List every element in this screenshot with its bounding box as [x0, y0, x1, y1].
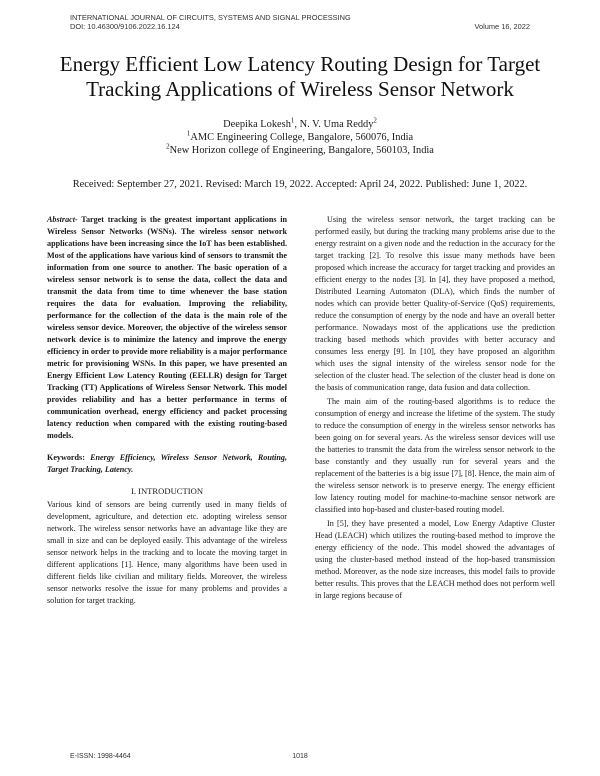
keywords-text: Energy Efficiency, Wireless Sensor Network, Routing, Target Tracking, Latency.: [47, 453, 287, 475]
author-2-mark: 2: [373, 116, 377, 125]
affiliation-2-text: New Horizon college of Engineering, Bangalore, 560103, India: [169, 145, 434, 157]
affiliation-1-mark: 1: [186, 129, 191, 138]
affiliation-1: [30, 131, 570, 144]
journal-header: [70, 13, 530, 31]
abstract-label: Abstract-: [47, 215, 78, 224]
author-separator: ,: [294, 119, 300, 130]
author-block: [30, 118, 570, 158]
keywords: [47, 452, 287, 476]
affiliation-2-mark: 2: [166, 142, 170, 151]
right-paragraph-3: In [5], they have presented a model, Low Energy Adaptive Cluster Head (LEACH) which utilizes the routing-based method to improve the energy efficiency of the node. This model showed the advantages of using the cluster-based method instead of the hop-based transmission method. Moreover, as the node size increases, this model fails to provide better results. This proves that the LEACH method does not perform well in large regions because of: [315, 519, 555, 601]
doi[interactable]: DOI: 10.46300/9106.2022.16.124: [70, 22, 180, 31]
keywords-label: Keywords:: [47, 453, 85, 463]
abstract-text: Target tracking is the greatest important applications in Wireless Sensor Networks (WSNs). The wireless sensor network applications have been increasing since the IoT has been established. Most of the applications have various kind of sensors to transmit the information from one source to another. The basic operation of a wireless sensor network is to sense the data, collect the data and transmit the data from time to time whenever the base station requires the data for evaluation. Improving the reliability, performance for the collection of the data is the main role of the wireless sensor device. Moreover, the objective of the wireless sensor network device is to minimize the latency and improve the energy efficiency in order to provide more reliability is a major performance metric for provisioning WSNs. In this paper, we have presented an Energy Efficient Low Latency Routing (EELLR) design for Target Tracking (TT) Applications of Wireless Sensor Network. This model provides reliability and has a better performance in terms of communication overhead, energy efficiency and packet processing latency reduction when compared with the existing routing-based models.: [47, 215, 287, 441]
intro-paragraph-1: Various kind of sensors are being currently used in many fields of development, agriculture, and detection etc. adopting wireless sensor network. The wireless sensor networks have an advantage like they are small in size and can be deployed easily. This advantage of the wireless sensor network helps in the tracking and to locate the moving target in different applications [1]. Hence, many algorithms have been used in different fields like civilian and military fields. Moreover, the wireless sensor networks resolve the issue for many problems and provides a solution for target tracking.: [47, 500, 287, 606]
author-2: N. V. Uma Reddy: [299, 119, 374, 130]
affiliation-2: [30, 144, 570, 157]
abstract: [47, 214, 287, 442]
paper-title: [30, 52, 570, 102]
author-names: [30, 118, 570, 131]
left-column: [47, 214, 287, 607]
right-paragraph-2: The main aim of the routing-based algorithms is to reduce the consumption of energy and increase the lifetime of the system. The study to reduce the consumption of energy in the wireless sensor networks has been going on for several years. As the wireless sensor devices will use the batteries to transmit the data from the wireless sensor network to the base constantly and they usually run for several years and the replacement of the batteries is a big issue [7], [8]. Hence, the main aim of the wireless sensor network is to preserve energy. The energy efficient low latency routing model for machine-to-machine sensor network are classified into hop-based and cluster-based routing model.: [315, 397, 555, 515]
right-paragraph-1: Using the wireless sensor network, the target tracking can be performed easily, but during the tracking many problems arise due to the energy restraint on a given node and the reduction in the accuracy for the target tracking [2]. To resolve this issue many methods have been proposed which increase the accuracy for target tracking and provides an efficient energy to the nodes [3]. In [4], they have proposed a method, Distributed Learning Automaton (DLA), which finds the number of nodes which can provide better Quality-of-Service (QoS) requirements, reduce the consumption of energy by the node and have an overall better performance. Nowadays most of the applications use the prediction tracking based methods which provides with better accuracy and consumes less energy [9]. In [10], they have proposed an algorithm which uses the signal intensity of the wireless sensor node for the selection of the cluster head. The selection of the cluster head is done on the basis of communication range, data fusion and data collection.: [315, 215, 555, 393]
affiliation-1-text: AMC Engineering College, Bangalore, 560076, India: [190, 132, 414, 144]
journal-name: INTERNATIONAL JOURNAL OF CIRCUITS, SYSTEMS AND SIGNAL PROCESSING: [70, 13, 351, 22]
author-1-mark: 1: [290, 116, 295, 125]
page-number: 1018: [292, 753, 308, 760]
title-line-1: Energy Efficient Low Latency Routing Design for Target: [59, 52, 541, 76]
volume: Volume 16, 2022: [474, 22, 530, 31]
section-heading-introduction: I. INTRODUCTION: [130, 486, 204, 497]
title-line-2: Tracking Applications of Wireless Sensor Network: [86, 77, 514, 101]
publication-dates: Received: September 27, 2021. Revised: March 19, 2022. Accepted: April 24, 2022. Published: June 1, 2022.: [72, 179, 528, 190]
right-column: [315, 214, 555, 603]
author-1: Deepika Lokesh: [223, 119, 291, 130]
issn: E-ISSN: 1998-4464: [70, 753, 131, 760]
